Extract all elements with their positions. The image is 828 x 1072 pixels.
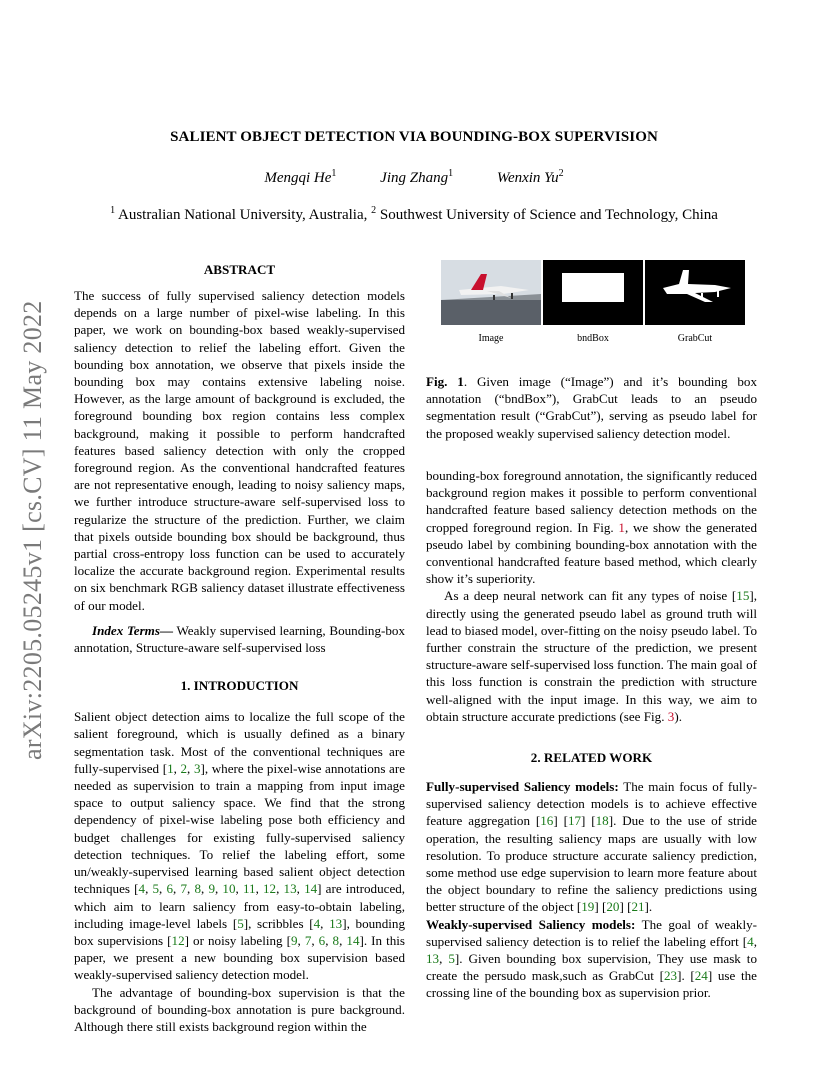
citation-link[interactable]: 16 [540, 813, 554, 829]
figure-label-image: Image [478, 333, 504, 344]
figure-link[interactable]: 1 [618, 519, 625, 535]
figure-image-grabcut [645, 260, 745, 325]
citation-link[interactable]: 14 [346, 932, 360, 948]
citation-link[interactable]: 1 [167, 760, 174, 776]
abstract-text: The success of fully supervised saliency detection models depends on a large number of pixel-wise labeling. In this paper, we work on bounding-box based weakly-supervised saliency detection to relief the labeling effort. Given the bounding box annotation, we observe that pixels inside the bounding box may contains extensive labeling noise. However, as the large amount of background is excluded, the foreground bounding box region contains less complex background, making it possible to perform handcrafted features based saliency detection with only the cropped foreground region. As the conventional handcrafted features are not representative enough, leading to noisy saliency maps, we further introduce structure-aware self-supervised loss to regularize the structure of the prediction. Further, we claim that pixels outside bounding box should be background, thus partial cross-entropy loss function can be used to accurately localize the accurate background region. Experimental results on six benchmark RGB saliency dataset illustrate effectiveness of our model. [74, 288, 405, 613]
citation-link[interactable]: 4 [747, 933, 754, 949]
figure-image-photo [441, 260, 541, 325]
weakly-supervised-paragraph: Weakly-supervised Saliency models: The goal of weakly-supervised saliency detection is to relief the labeling effort [4, 13, 5]. Given bounding box supervision, They use mask to create the persudo mask,such as GrabCut [23]. [24] use the crossing line of the bounding box as supervision prior. [426, 916, 757, 1001]
citation-link[interactable]: 6 [166, 881, 174, 897]
author-3: Wenxin Yu$^2$ [496, 168, 564, 186]
affiliations: $^1$ Australian National University, Australia, $^2$ Southwest University of Science and Technology, China [110, 205, 718, 223]
paper-title: SALIENT OBJECT DETECTION VIA BOUNDING-BOX SUPERVISION [170, 129, 658, 145]
citation-link[interactable]: 23 [663, 968, 678, 984]
citation-link[interactable]: 9 [208, 881, 215, 897]
citation-link[interactable]: 13 [283, 881, 297, 897]
figure-caption-label: Fig. 1 [426, 374, 464, 389]
citation-link[interactable]: 5 [448, 951, 455, 967]
citation-link[interactable]: 20 [606, 899, 620, 915]
citation-link[interactable]: 17 [567, 813, 582, 829]
airplane-photo-icon [441, 260, 541, 325]
figure-caption: Fig. 1. Given image (“Image”) and it’s bounding box annotation (“bndBox”), GrabCut leads to an pseudo segmentation result (“GrabCut”), serving as pseudo label for the proposed weakly supervised saliency detection model. [426, 374, 757, 441]
citation-link[interactable]: 8 [194, 881, 201, 897]
citation-link[interactable]: 3 [193, 760, 201, 776]
fully-supervised-paragraph: Fully-supervised Saliency models: The main focus of fully-supervised saliency detection models is to achieve effective feature aggregation [16] [17] [18]. Due to the use of stride operation, the resulting saliency maps are usually with low resolution. To produce structure accurate saliency prediction, some method use edge supervision to learn more feature about the object boundary to refine the saliency predictions using better structure of the object [19] [20] [21]. [426, 779, 757, 915]
citation-link[interactable]: 12 [171, 932, 185, 948]
citation-link[interactable]: 9 [290, 932, 298, 948]
left-column [74, 261, 405, 1035]
right-paragraph-1: bounding-box foreground annotation, the significantly reduced background region makes it possible to perform conventional handcrafted feature based saliency detection methods on the cropped foreground region. In Fig. 1, we show the generated pseudo label by combining bounding-box annotation with the conventional handcrafted feature based method, which clearly show it’s superiority. [426, 468, 757, 587]
right-column [426, 467, 757, 1002]
citation-link[interactable]: 2 [180, 760, 188, 776]
index-terms: Index Terms— Weakly supervised learning, Bounding-box annotation, Structure-aware self-supervised loss [74, 622, 405, 656]
abstract-heading: ABSTRACT [203, 262, 276, 277]
citation-link[interactable]: 15 [736, 588, 750, 604]
author-2: Jing Zhang$^1$ [380, 168, 454, 186]
related-work-heading: 2. RELATED WORK [530, 750, 653, 766]
introduction-heading: 1. INTRODUCTION [180, 678, 299, 694]
citation-link[interactable]: 7 [180, 881, 188, 897]
airplane-silhouette-icon [645, 260, 745, 325]
citation-link[interactable]: 7 [304, 932, 312, 948]
author-1: Mengqi He$^1$ [264, 168, 337, 186]
citation-link[interactable]: 19 [581, 899, 595, 915]
figure-link[interactable]: 3 [667, 708, 675, 724]
citation-link[interactable]: 10 [222, 881, 236, 897]
figure-label-bndbox: bndBox [577, 333, 609, 344]
citation-link[interactable]: 12 [263, 881, 277, 897]
citation-link[interactable]: 21 [631, 899, 645, 915]
citation-link[interactable]: 14 [304, 881, 318, 897]
right-paragraph-2: As a deep neural network can fit any types of noise [15], directly using the generated pseudo label as ground truth will lead to biased model, over-fitting on the noisy pseudo label. To further constrain the structure of the prediction, we present structure-aware self-supervised loss function. The main goal of this loss function is constrain the prediction with structure well-aligned with the input image. In this way, we aim to obtain structure accurate predictions (see Fig. 3). [426, 588, 757, 724]
citation-link[interactable]: 13 [426, 951, 440, 967]
citation-link[interactable]: 5 [152, 881, 160, 897]
citation-link[interactable]: 11 [242, 881, 256, 897]
arxiv-identifier: arXiv:2205.05245v1 [cs.CV] 11 May 2022 [18, 300, 47, 760]
figure-label-grabcut: GrabCut [677, 333, 713, 344]
citation-link[interactable]: 13 [329, 915, 343, 931]
citation-link[interactable]: 24 [694, 968, 708, 984]
figure-image-bndbox [543, 260, 643, 325]
citation-link[interactable]: 4 [313, 915, 321, 931]
citation-link[interactable]: 4 [138, 881, 146, 897]
citation-link[interactable]: 6 [318, 932, 326, 948]
citation-link[interactable]: 8 [332, 932, 340, 948]
citation-link[interactable]: 18 [595, 813, 609, 829]
intro-paragraph-2: The advantage of bounding-box supervision is that the background of bounding-box annotation is pure background. Although there still exists background region within the [74, 984, 405, 1034]
intro-paragraph-1: Salient object detection aims to localize the full scope of the salient foreground, which is usually defined as a binary segmentation task. Most of the conventional techniques are fully-supervised [1, 2, 3], where the pixel-wise annotations are needed as supervision to train a mapping from input image space to output saliency space. We find that the strong dependency of pixel-wise labeling pose both efficiency and budget challenges for existing fully-supervised saliency detection techniques. To relief the labeling effort, some un/weakly-supervised learning based salient object detection techniques [4, 5, 6, 7, 8, 9, 10, 11, 12, 13, 14] are introduced, which aim to learn saliency from easy-to-obtain labeling, including image-level labels [5], scribbles [4, 13], bounding box supervisions [12] or noisy labeling [9, 7, 6, 8, 14]. In this paper, we present a new bounding box supervision based weakly-supervised saliency detection model. [74, 709, 406, 983]
author-list [0, 168, 828, 187]
citation-link[interactable]: 5 [237, 915, 244, 931]
bounding-box-mask [562, 273, 624, 302]
